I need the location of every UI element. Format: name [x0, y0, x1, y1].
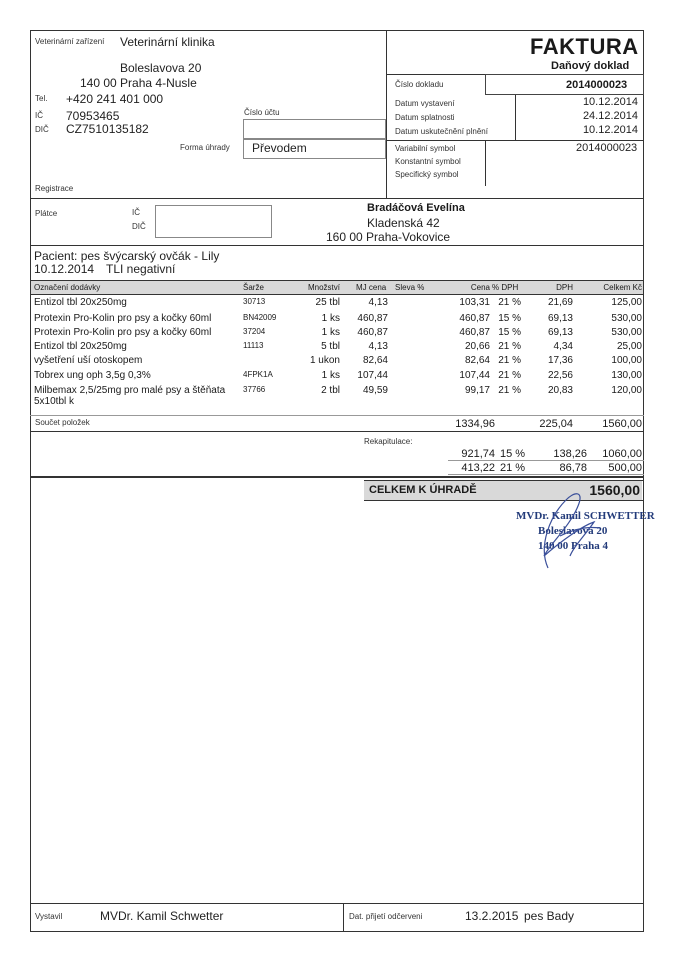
cell-vat-rate: 21 %: [498, 370, 521, 381]
sum-total: 1560,00: [602, 418, 642, 430]
recap-vat-2: 86,78: [559, 462, 587, 474]
tel-value: +420 241 401 000: [66, 92, 164, 106]
cell-vat-rate: 21 %: [498, 297, 521, 308]
doc-subtitle: Daňový doklad: [551, 60, 630, 72]
col-discount: Sleva %: [395, 283, 425, 292]
cell-unit: 460,87: [357, 327, 388, 338]
cell-total: 130,00: [611, 370, 642, 381]
cell-price: 107,44: [459, 370, 490, 381]
cell-unit: 4,13: [368, 297, 388, 308]
specific-symbol-label: Specifický symbol: [395, 170, 459, 179]
payer-label: Plátce: [35, 209, 58, 218]
col-item: Označení dodávky: [34, 283, 101, 292]
ic-label: IČ: [35, 111, 43, 120]
cell-price: 460,87: [459, 327, 490, 338]
header-divider: [386, 30, 387, 198]
cell-name: vyšetření uší otoskopem: [34, 355, 143, 366]
due-date-label: Datum splatnosti: [395, 113, 455, 122]
doc-number: 2014000023: [566, 79, 628, 91]
recap-total-2: 500,00: [608, 462, 642, 474]
payer-id-box: [155, 205, 272, 238]
issue-date-label: Datum vystavení: [395, 99, 455, 108]
payer-ic-label: IČ: [132, 208, 140, 217]
cell-name: Entizol tbl 20x250mg: [34, 297, 127, 308]
dic-label: DIČ: [35, 125, 49, 134]
cell-total: 125,00: [611, 297, 642, 308]
stamp-line-2: Boleslavova 20: [538, 525, 608, 537]
col-vat-rate: % DPH: [492, 283, 519, 292]
variable-symbol: 2014000023: [576, 142, 638, 154]
dic-value: CZ7510135182: [66, 122, 149, 136]
recap-base-1: 921,74: [461, 448, 495, 460]
dispatch-note: pes Bady: [524, 909, 575, 923]
stamp-line-1: MVDr. Kamil SCHWETTER: [516, 510, 655, 522]
dispatch-label: Dat. přijetí odčerveni: [349, 912, 423, 921]
sum-price: 1334,96: [455, 418, 495, 430]
grand-total-label: CELKEM K ÚHRADĚ: [369, 484, 477, 496]
col-qty: Množství: [307, 283, 340, 292]
taxable-date-label: Datum uskutečnění plnění: [395, 127, 488, 136]
cell-vat: 4,34: [553, 341, 573, 352]
cell-name: Entizol tbl 20x250mg: [34, 341, 127, 352]
cell-batch: 37766: [243, 385, 266, 394]
sum-vat: 225,04: [539, 418, 573, 430]
cell-batch: 11113: [243, 341, 264, 350]
account-label: Číslo účtu: [244, 108, 280, 117]
patient-note: TLI negativní: [106, 262, 176, 276]
due-date: 24.12.2014: [582, 110, 638, 122]
recap-vat-1: 138,26: [553, 448, 587, 460]
payer-name: Bradáčová Evelína: [367, 202, 465, 214]
cell-price: 20,66: [464, 341, 490, 352]
cell-total: 25,00: [616, 341, 642, 352]
cell-unit: 107,44: [357, 370, 388, 381]
cell-vat-rate: 15 %: [498, 327, 521, 338]
cell-name-continued: 5x10tbl k: [34, 396, 75, 407]
taxable-date: 10.12.2014: [582, 124, 638, 136]
doc-number-label: Číslo dokladu: [395, 80, 444, 89]
cell-vat: 69,13: [547, 327, 573, 338]
cell-total: 530,00: [611, 313, 642, 324]
cell-qty: 1 ukon: [309, 355, 340, 366]
cell-vat-rate: 15 %: [498, 313, 521, 324]
cell-vat-rate: 21 %: [498, 355, 521, 366]
dispatch-date: 13.2.2015: [465, 909, 519, 923]
patient-date: 10.12.2014: [34, 262, 95, 276]
recap-base-2: 413,22: [461, 462, 495, 474]
account-box: [243, 119, 386, 139]
cell-vat-rate: 21 %: [498, 341, 521, 352]
cell-qty: 5 tbl: [321, 341, 340, 352]
col-total: Celkem Kč: [603, 283, 642, 292]
clinic-city: 140 00 Praha 4-Nusle: [80, 76, 197, 90]
payer-street: Kladenská 42: [367, 216, 440, 230]
cell-vat-rate: 21 %: [498, 385, 521, 396]
cell-qty: 1 ks: [321, 327, 340, 338]
cell-vat: 20,83: [547, 385, 573, 396]
cell-vat: 22,56: [547, 370, 573, 381]
cell-total: 120,00: [611, 385, 642, 396]
payment-value: Převodem: [252, 141, 307, 155]
clinic-label: Veterinární zařízení: [35, 37, 105, 46]
issue-date: 10.12.2014: [582, 96, 638, 108]
cell-unit: 4,13: [368, 341, 388, 352]
payment-label: Forma úhrady: [180, 143, 230, 152]
recap-total-1: 1060,00: [602, 448, 642, 460]
stamp-line-3: 140 00 Praha 4: [538, 540, 608, 552]
clinic-name: Veterinární klinika: [120, 35, 215, 49]
cell-name: Protexin Pro-Kolin pro psy a kočky 60ml: [34, 313, 212, 324]
cell-vat: 21,69: [547, 297, 573, 308]
cell-vat: 17,36: [547, 355, 573, 366]
cell-name: Milbemax 2,5/25mg pro malé psy a štěňata: [34, 385, 226, 396]
recap-rate-2: 21 %: [500, 462, 526, 474]
cell-unit: 460,87: [357, 313, 388, 324]
grand-total-value: 1560,00: [589, 482, 640, 498]
cell-price: 82,64: [464, 355, 490, 366]
recap-label: Rekapitulace:: [364, 437, 413, 446]
ic-value: 70953465: [66, 109, 120, 123]
cell-batch: 30713: [243, 297, 266, 306]
col-batch: Šarže: [243, 283, 264, 292]
cell-name: Protexin Pro-Kolin pro psy a kočky 60ml: [34, 327, 212, 338]
patient-line: Pacient: pes švýcarský ovčák - Lily: [34, 249, 220, 263]
clinic-street: Boleslavova 20: [120, 61, 202, 75]
cell-total: 530,00: [611, 327, 642, 338]
constant-symbol-label: Konstantní symbol: [395, 157, 461, 166]
cell-price: 99,17: [464, 385, 490, 396]
cell-name: Tobrex ung oph 3,5g 0,3%: [34, 370, 151, 381]
cell-qty: 2 tbl: [321, 385, 340, 396]
cell-qty: 1 ks: [321, 313, 340, 324]
sum-label: Součet položek: [35, 418, 90, 427]
tel-label: Tel.: [35, 94, 48, 103]
issued-by-label: Vystavil: [35, 912, 63, 921]
recap-rate-1: 15 %: [500, 448, 526, 460]
col-price: Cena: [470, 283, 490, 292]
cell-unit: 82,64: [362, 355, 388, 366]
cell-price: 460,87: [459, 313, 490, 324]
cell-qty: 25 tbl: [315, 297, 340, 308]
cell-batch: 37204: [243, 327, 266, 336]
issued-by: MVDr. Kamil Schwetter: [100, 909, 224, 923]
cell-vat: 69,13: [547, 313, 573, 324]
cell-qty: 1 ks: [321, 370, 340, 381]
registration-label: Registrace: [35, 184, 74, 193]
col-unit-price: MJ cena: [356, 283, 387, 292]
cell-batch: BN42009: [243, 313, 277, 322]
cell-price: 103,31: [459, 297, 490, 308]
cell-batch: 4FPK1A: [243, 370, 273, 379]
cell-unit: 49,59: [362, 385, 388, 396]
payer-city: 160 00 Praha-Vokovice: [326, 230, 451, 244]
cell-total: 100,00: [611, 355, 642, 366]
variable-symbol-label: Variabilní symbol: [395, 144, 456, 153]
signature: [520, 486, 620, 572]
col-vat: DPH: [556, 283, 573, 292]
doc-title: FAKTURA: [530, 34, 639, 59]
payer-dic-label: DIČ: [132, 222, 146, 231]
